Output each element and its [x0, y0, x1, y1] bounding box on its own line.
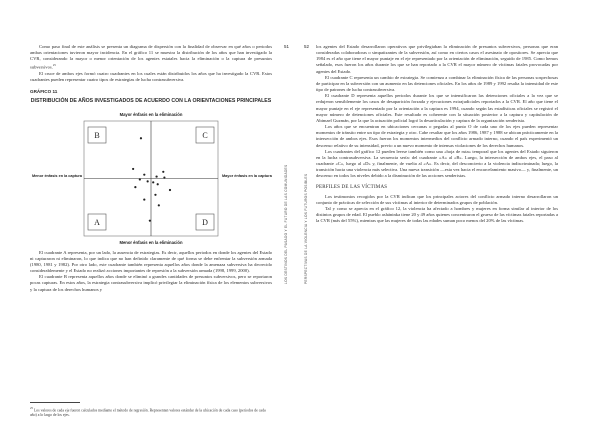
right-paragraph-1: los agentes del Estado desarrollaron operativos que privilegiaban la eliminación de presuntos subversivos, personas que eran consideradas colaboradoras o simpatizantes de la subversión, así como en ciertos casos el asesinato de opositores. Se aprecia que 1984 es el año que tiene el mayor puntaje en el eje representado por la orientación de eliminación, seguido de 1985. Como hemos señalado, esos fueron los años durante los que se han reportado a la CVR el mayor número de víctimas fatales provocadas por agentes del Estado.: [316, 44, 558, 74]
right-paragraph-5: Los cuadrantes del gráfico 12 pueden leerse también como una «hoja de ruta» temporal que los agentes del Estado siguieron en la lucha contrasubversiva. La secuencia sería: del cuadrante «A» al «B». Luego, la intersección de ambos ejes, el paso al cuadrante «C», luego al «D» y, finalmente, de vuelta al «A». Es decir, del desconcierto a la violencia indiscriminada; luego, la transición hacia una violencia más selectiva. Una nueva transición —esta vez hacia el encarcelamiento masivo— y, finalmente, un descenso en todos los niveles debido a la disminución de las acciones senderistas.: [316, 148, 558, 179]
chart-canvas: [30, 110, 272, 246]
left-page-column: [30, 44, 272, 293]
scatter-chart: [30, 98, 272, 246]
data-point-3: [162, 170, 164, 172]
data-point-13: [154, 193, 156, 195]
left-paragraph-1: Como paso final de este análisis se presenta un diagrama de dispersión con la finalidad de observar en qué años o periodos ambas orientaciones tuvieron mayor incidencia. En el gráfico 11 se muestra la distribución de los años que han investigado la CVR, considerando la mayor o menor orientación de los agentes estatales hacia la eliminación o la captura de presuntos subversivos.$^{25}$: [30, 44, 272, 70]
axis-label-left: Menor énfasis en la captura: [32, 173, 83, 178]
figure-label: GRÁFICO 11: [30, 89, 58, 95]
axis-label-top: Mayor énfasis en la eliminación: [119, 111, 183, 117]
data-point-7: [139, 178, 141, 180]
left-paragraph-4: El cuadrante B representa aquellos años donde se eliminó a grandes cantidades de presuntos subversivos, pero se reportaron pocas capturas. En estos años, la estrategia contrasubversiva implicó privilegiar la eliminación física de los elementos subversivos y la captura de los derechos humanos y: [30, 274, 272, 292]
running-head-left: LOS DESTINOS DEL PASADO Y EL FUTURO DE LAS COMUNIDADES: [284, 164, 288, 284]
right-paragraph-2: El cuadrante C representa un cambio de estrategia. Se comienza a combinar la eliminación física de las personas sospechosas de participar en la subversión con un aumento en las detenciones oficiales. En los años de 1989 y 1992 resalta la intensidad de este tipo de patrones de lucha contrasubversiva.: [316, 74, 558, 93]
data-point-6: [163, 176, 165, 178]
data-point-8: [147, 180, 149, 182]
data-point-2: [132, 167, 134, 169]
quadrant-label-c: C: [202, 130, 208, 140]
data-point-10: [157, 183, 159, 185]
data-point-12: [169, 189, 171, 191]
data-point-15: [158, 204, 160, 206]
data-point-9: [152, 181, 154, 183]
left-paragraph-3: El cuadrante A representa, por un lado, la ausencia de estrategias. Es decir, aquellos periodos en donde los agentes del Estado ni capturaron ni eliminaron, lo que indica que no han definido claramente de qué forma se debe enfrentar la subversión armada (1980, 1981 y 1982). Por otro lado, este cuadrante también representa aquellos años donde la amenaza subversiva ha decrecido considerablemente y el Estado no realizó acciones importantes de represión a la subversión armada (1998, 1999, 2000).: [30, 249, 272, 274]
axis-label-bottom: Menor énfasis en la eliminación: [119, 239, 183, 245]
data-point-1: [140, 137, 142, 139]
right-paragraph-7: Tal y como se aprecia en el gráfico 12, la violencia ha afectado a hombres y mujeres en forma similar al interior de los distintos grupos de edad. El pueblo asháninka tiene 20 y 49 años quienes concentraron el grueso de las víctimas fatales reportadas a la CVR (más del 55%), mientras que las mujeres de todas las edades suman poco menos del 20% de las víctimas.: [316, 205, 558, 224]
right-paragraph-4: Los años que se encuentran en ubicaciones cercanas o pegadas al punto O de cada uno de los ejes pueden representar momentos de tránsito entre un tipo de estrategia y otro. Cabe resaltar que los años 1986, 1987 y 1988 se ubican prácticamente en la intersección de ambos ejes. Esos fueron los momentos intermedios del conflicto armado interno, cuando el país experimentó un descenso relativo de su intensidad, previo a un nuevo momento de intensas violaciones de los derechos humanos.: [316, 124, 558, 148]
chart-title: DISTRIBUCIÓN DE AÑOS INVESTIGADOS DE ACUERDO CON LA ORIENTACIONES PRINCIPALES: [30, 97, 272, 104]
axis-label-right: Mayor énfasis en la captura: [222, 173, 272, 178]
section-heading: PERFILES DE LAS VÍCTIMAS: [316, 185, 388, 191]
right-paragraph-6: Los testimonios recogidos por la CVR indican que los principales actores del conflicto armado interno desarrollaron un conjunto de prácticas de selección de sus víctimas al interior de determinados grupos de población.: [316, 193, 558, 205]
quadrant-label-b: B: [94, 130, 100, 140]
data-point-5: [155, 175, 157, 177]
data-point-16: [149, 219, 151, 221]
left-paragraph-2: El cruce de ambos ejes formó cuatro cuadrantes en los cuales están distribuidos los años que ha investigado la CVR. Estos cuadrantes pueden representar cuatro tipos de estrategias de lucha contrasubversiva.: [30, 71, 272, 83]
data-point-14: [143, 198, 145, 200]
data-point-11: [134, 186, 136, 188]
right-paragraph-3: El cuadrante D representa aquellos periodos durante los que se intensificaron las detenciones oficiales a la vez que se redujeron sensiblemente los casos de desaparición forzada y ejecuciones extrajudiciales reportados a la CVR. El año que tiene el mayor puntaje en el eje representado por la orientación a la captura es 1994, cuando según las estadísticas oficiales se registró el mayor número de detenciones oficiales. Este resultado es coherente con la situación posterior a la captura y capitulación de Abimael Guzmán, por la que la actuación policial logró la desarticulación y captura de la organización senderista.: [316, 93, 558, 123]
footnote: $^{25}$ Los valores de cada eje fueron calculados mediante el método de regresión. Representan valores estándar de la ubicación de cada caso (periodos de cada año) a lo largo de los ejes.: [30, 406, 266, 418]
right-page-column: [316, 44, 558, 224]
running-head-right: PERSPECTIVAS DE LA VIOLENCIA Y LOS FUTUROS POSIBLES: [304, 173, 308, 284]
footnote-rule: [30, 402, 80, 403]
data-points: [132, 137, 171, 222]
quadrant-label-a: A: [94, 217, 100, 227]
page-number-right: 52: [304, 44, 310, 49]
data-point-4: [143, 173, 145, 175]
page-number-left: 51: [284, 44, 290, 49]
quadrant-label-d: D: [202, 217, 208, 227]
